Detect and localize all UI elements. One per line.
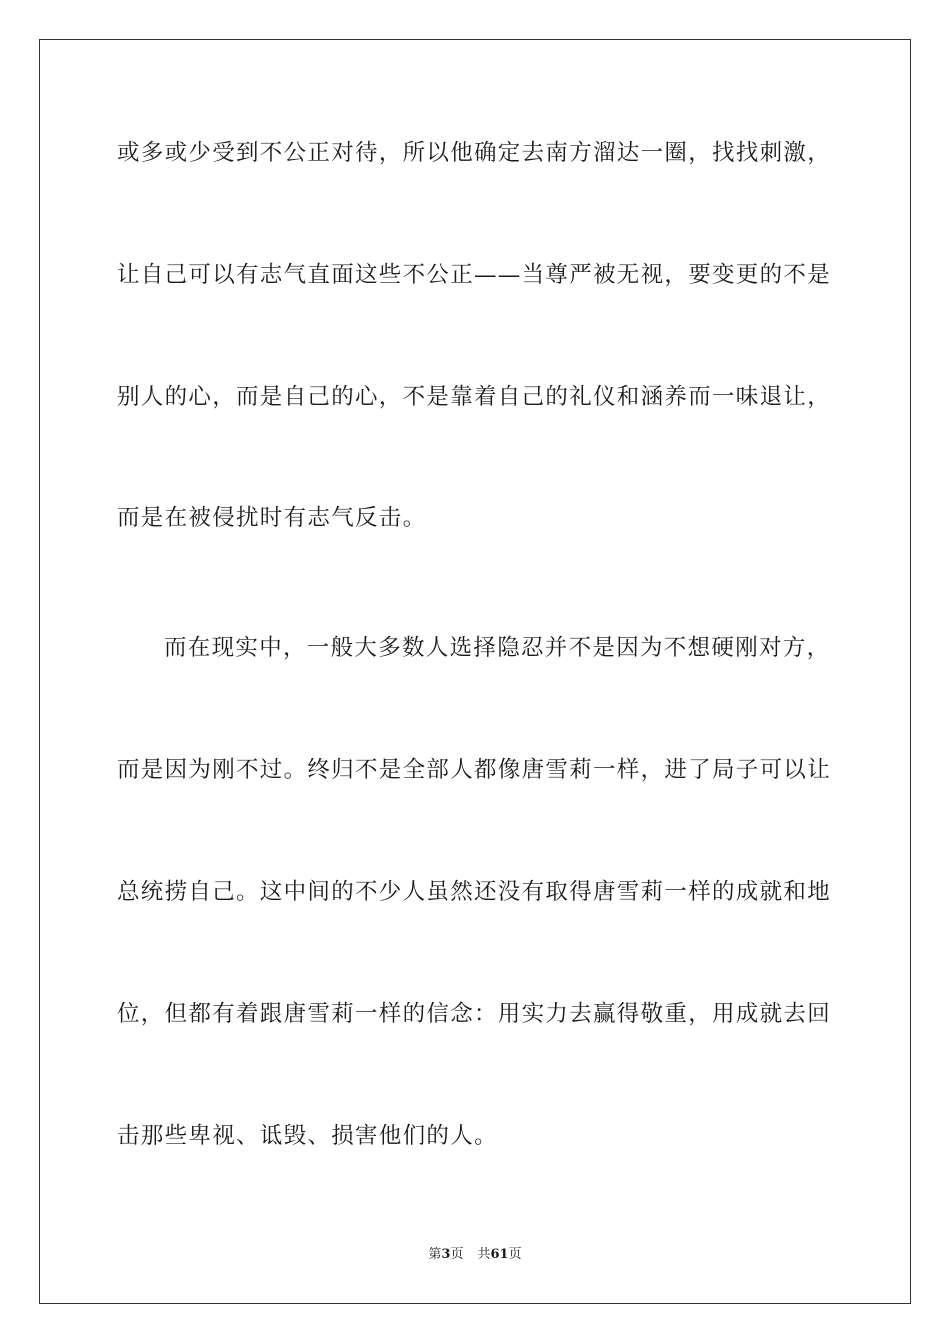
body-text-line: 总统捞自己。这中间的不少人虽然还没有取得唐雪莉一样的成就和地 bbox=[117, 879, 832, 905]
body-text-line: 位，但都有着跟唐雪莉一样的信念：用实力去赢得敬重，用成就去回 bbox=[117, 1001, 832, 1027]
body-text-line: 而是在被侵扰时有志气反击。 bbox=[117, 505, 427, 531]
paragraph-start-line: 而在现实中，一般大多数人选择隐忍并不是因为不想硬刚对方， bbox=[164, 635, 831, 661]
page-suffix: 页 bbox=[450, 1247, 464, 1262]
total-prefix: 共 bbox=[477, 1247, 491, 1262]
body-text-line: 击那些卑视、诋毁、损害他们的人。 bbox=[117, 1123, 498, 1149]
page-prefix: 第 bbox=[428, 1247, 442, 1262]
page-number: 3 bbox=[441, 1247, 451, 1262]
page-border bbox=[39, 39, 911, 1304]
body-text-line: 别人的心，而是自己的心，不是靠着自己的礼仪和涵养而一味退让， bbox=[117, 384, 832, 410]
body-text-line: 而是因为刚不过。终归不是全部人都像唐雪莉一样，进了局子可以让 bbox=[117, 757, 832, 783]
body-text-line: 让自己可以有志气直面这些不公正——当尊严被无视，要变更的不是 bbox=[117, 262, 832, 288]
total-pages: 61 bbox=[490, 1247, 509, 1262]
body-text-line: 或多或少受到不公正对待，所以他确定去南方溜达一圈，找找刺激， bbox=[117, 140, 832, 166]
page-footer bbox=[0, 1246, 950, 1264]
total-suffix: 页 bbox=[508, 1247, 522, 1262]
